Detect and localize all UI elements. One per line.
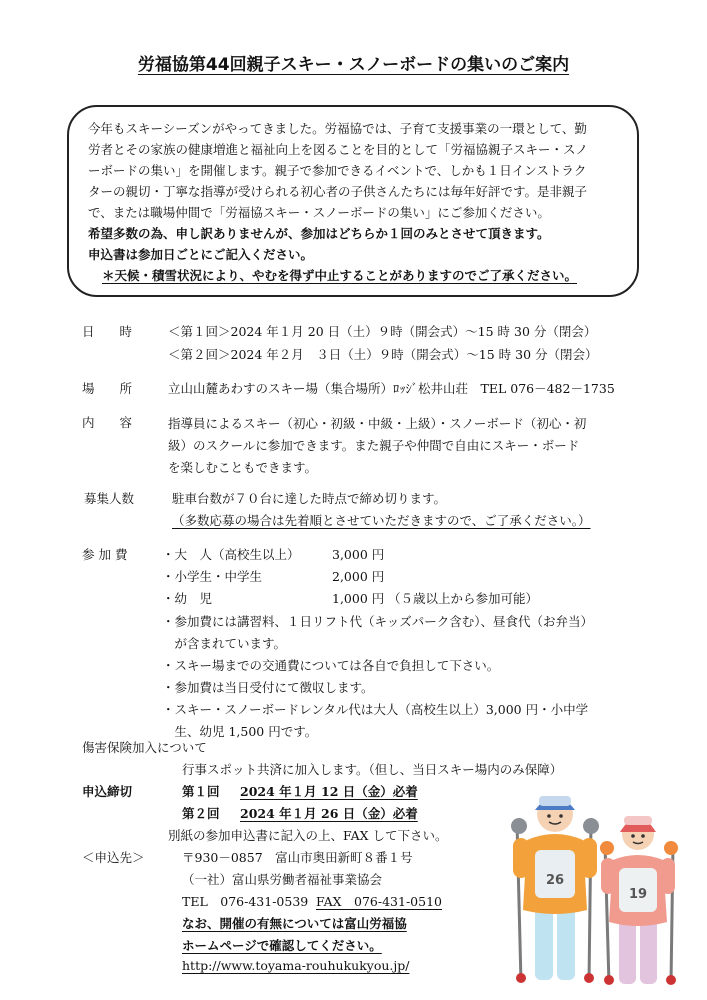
girl-bib-number: 19 — [628, 887, 648, 902]
contact-note1: なお、開催の有無については富山労福協 — [182, 916, 407, 931]
intro-line: 労者とその家族の健康増進と福祉向上を図ることを目的として「労福協親子スキー・スノ — [88, 142, 589, 157]
datetime-first: ＜第１回＞2024 年１月 20 日（土）９時（開会式）～15 時 30 分（閉会） — [168, 324, 597, 339]
capacity-line2: （多数応募の場合は先着順とさせていただきますので、ご了承ください。） — [172, 513, 591, 528]
insurance-value: 行事スポット共済に加入します。（但し、当日スキー場内のみ保障） — [182, 762, 563, 777]
content-line: 指導員によるスキー（初心・初級・中級・上級）・スノーボード（初心・初 — [168, 416, 587, 431]
fee-note-line: ・スキー・スノーボードレンタル代は大人（高校生以上）3,000 円・小中学 — [162, 702, 589, 717]
content-label: 内 容 — [82, 415, 133, 430]
fee-item-adult: ・大 人（高校生以上） — [162, 547, 300, 562]
contact-url[interactable]: http://www.toyama-rouhukukyou.jp/ — [182, 958, 410, 973]
place-value: 立山山麓あわすのスキー場（集合場所）ﾛｯｼﾞ松井山荘 TEL 076－482－1735 — [168, 381, 615, 396]
fee-note-line: 生、幼児 1,500 円です。 — [162, 724, 318, 739]
deadline-second-date: 2024 年１月 26 日（金）必着 — [240, 806, 418, 821]
page-title: 労福協第44回親子スキー・スノーボードの集いのご案内 — [137, 55, 570, 75]
boy-bib-number: 26 — [545, 873, 565, 888]
content-line: 級）のスクールに参加できます。また親子や仲間で自由にスキー・ボード — [168, 438, 580, 453]
intro-form-note: 申込書は参加日ごとにご記入ください。 — [88, 247, 314, 262]
intro-text — [88, 118, 588, 286]
fee-price-student: 2,000 円 — [332, 569, 385, 584]
capacity-label: 募集人数 — [84, 491, 135, 506]
skiing-children-illustration — [505, 782, 695, 992]
deadline-note: 別紙の参加申込書に記入の上、FAX して下さい。 — [168, 828, 448, 843]
fee-note-line: ・参加費は当日受付にて徴収します。 — [162, 680, 374, 695]
place-label: 場 所 — [82, 381, 133, 396]
intro-line: ーボードの集い」を開催します。親子で参加できるイベントで、しかも１日インストラク — [88, 163, 587, 178]
contact-org: （一社）富山県労働者福祉事業協会 — [182, 872, 383, 887]
datetime-label: 日 時 — [82, 324, 133, 339]
capacity-line1: 駐車台数が７０台に達した時点で締め切ります。 — [172, 491, 447, 506]
contact-tel: TEL 076-431-0539 — [182, 894, 309, 909]
content-line: を楽しむこともできます。 — [168, 460, 318, 475]
fee-note-line: が含まれています。 — [162, 636, 287, 651]
contact-fax: FAX 076-431-0510 — [316, 894, 442, 909]
fee-notes — [162, 611, 593, 743]
contact-label: ＜申込先＞ — [82, 850, 145, 865]
intro-cancel-notice: ＊天候・積雪状況により、やむを得ず中止することがありますのでご了承ください。 — [102, 268, 578, 283]
fee-price-child: 1,000 円 — [332, 591, 385, 606]
deadline-first-date: 2024 年１月 12 日（金）必着 — [240, 784, 418, 799]
fee-item-child: ・幼 児 — [162, 591, 213, 606]
fee-price-adult: 3,000 円 — [332, 547, 385, 562]
intro-line: で、または職場仲間で「労福協スキー・スノーボードの集い」にご参加ください。 — [88, 205, 550, 220]
contact-address: 〒930－0857 富山市奥田新町８番１号 — [182, 850, 413, 865]
fee-item-student: ・小学生・中学生 — [162, 569, 263, 584]
intro-line: 今年もスキーシーズンがやってきました。労福協では、子育て支援事業の一環として、勤 — [88, 121, 587, 136]
datetime-second: ＜第２回＞2024 年２月 ３日（土）９時（開会式）～15 時 30 分（閉会） — [168, 347, 598, 362]
deadline-first-label: 第１回 — [182, 784, 220, 799]
girl-skier-icon — [600, 816, 678, 985]
boy-skier-icon — [511, 796, 599, 983]
fee-child-note: （５歳以上から参加可能） — [388, 591, 539, 606]
fee-label: 参 加 費 — [82, 547, 128, 562]
intro-limit-note: 希望多数の為、申し訳ありませんが、参加はどちらか１回のみとさせて頂きます。 — [88, 226, 550, 241]
intro-line: ターの親切・丁寧な指導が受けられる初心者の子供さんたちには毎年好評です。是非親子 — [88, 184, 588, 199]
fee-note-line: ・スキー場までの交通費については各自で負担して下さい。 — [162, 658, 500, 673]
content-text — [168, 413, 586, 479]
fee-note-line: ・参加費には講習料、１日リフト代（キッズパーク含む）、昼食代（お弁当） — [162, 614, 594, 629]
insurance-label: 傷害保険加入について — [82, 740, 207, 755]
contact-note2: ホームページで確認してください。 — [182, 938, 382, 953]
deadline-label: 申込締切 — [82, 784, 133, 799]
deadline-second-label: 第２回 — [182, 806, 220, 821]
